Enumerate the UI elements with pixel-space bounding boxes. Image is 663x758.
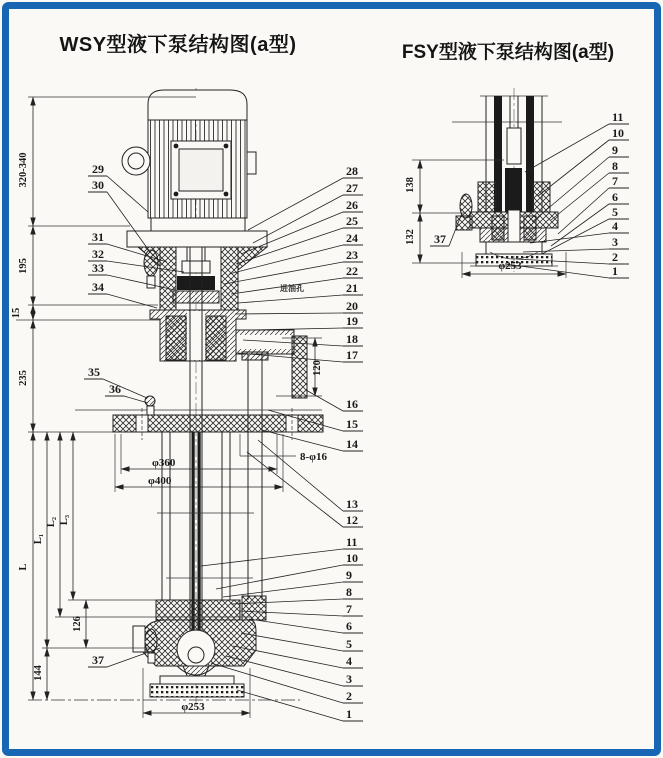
callout-24: 24 [346, 231, 358, 245]
callout-6: 6 [346, 619, 352, 633]
callout-19: 19 [346, 314, 358, 328]
dim-label-15: 15 [11, 307, 22, 319]
dim-label-L₂: L₂ [46, 516, 57, 528]
leader-line-19 [250, 328, 343, 330]
callout-32: 32 [92, 247, 104, 261]
callout-1: 1 [346, 707, 352, 721]
callout-34: 34 [92, 280, 104, 294]
callout-33: 33 [92, 261, 104, 275]
callout-29: 29 [92, 162, 104, 176]
callout-7: 7 [612, 174, 618, 188]
note-进油孔: 进油孔 [280, 284, 304, 293]
callout-10: 10 [612, 126, 624, 140]
leader-line-3 [226, 656, 343, 686]
title-fsy: FSY型液下泵结构图(a型) [401, 42, 615, 63]
callout-23: 23 [346, 248, 358, 262]
title-wsy: WSY型液下泵结构图(a型) [59, 34, 297, 56]
note-φ253: φ253 [181, 701, 205, 713]
leader-line-20 [235, 313, 343, 314]
callout-9: 9 [612, 143, 618, 157]
callout-13: 13 [346, 497, 358, 511]
callout-16: 16 [346, 397, 358, 411]
callout-10: 10 [346, 551, 358, 565]
callout-4: 4 [612, 219, 618, 233]
callout-21: 21 [346, 281, 358, 295]
leader-line-14 [262, 430, 343, 451]
base-plate [150, 684, 244, 697]
leader-line-8 [551, 173, 609, 220]
callout-12: 12 [346, 513, 358, 527]
leader-line-6 [249, 619, 343, 633]
fsy-diagram [412, 88, 566, 278]
wsy-seal-housing [150, 310, 246, 361]
callout-18: 18 [346, 332, 358, 346]
packing-right [206, 316, 226, 360]
dim-label-195: 195 [18, 258, 29, 274]
motor-lifting-eye [122, 147, 150, 175]
wsy-motor [122, 90, 267, 247]
callout-36: 36 [109, 382, 121, 396]
callout-6: 6 [612, 190, 618, 204]
callout-14: 14 [346, 437, 358, 451]
callout-8: 8 [612, 159, 618, 173]
leader-line-6 [551, 204, 609, 246]
note-φ253: φ253 [498, 260, 522, 272]
callout-7: 7 [346, 602, 352, 616]
callout-27: 27 [346, 181, 358, 195]
callout-20: 20 [346, 299, 358, 313]
callout-26: 26 [346, 198, 358, 212]
callout-9: 9 [346, 568, 352, 582]
bearing [177, 276, 215, 290]
callout-37: 37 [434, 232, 446, 246]
callout-3: 3 [346, 672, 352, 686]
leader-line-28 [248, 178, 343, 230]
leader-line-10 [216, 565, 343, 589]
leader-line-7 [558, 188, 609, 234]
note-8-φ16: 8-φ16 [300, 451, 328, 463]
wsy-discharge-outlet [236, 330, 307, 600]
fsy-casing [486, 242, 542, 254]
leader-line-10 [538, 140, 609, 196]
callout-8: 8 [346, 585, 352, 599]
dim-label-L₁: L₁ [33, 533, 44, 545]
motor-base [151, 218, 245, 231]
callout-2: 2 [612, 250, 618, 264]
callout-25: 25 [346, 214, 358, 228]
dim-label-144: 144 [33, 665, 44, 681]
leader-line-29 [107, 176, 148, 212]
dim-label-L: L [18, 563, 29, 571]
callout-17: 17 [346, 348, 358, 362]
dim-label-126: 126 [72, 616, 83, 632]
callout-5: 5 [612, 205, 618, 219]
note-φ360: φ360 [152, 457, 176, 469]
leader-line-11 [525, 124, 609, 172]
callout-4: 4 [346, 654, 352, 668]
callout-2: 2 [346, 689, 352, 703]
leader-line-1 [237, 690, 343, 721]
callout-35: 35 [88, 365, 100, 379]
callout-31: 31 [92, 230, 104, 244]
leader-line-21 [238, 295, 343, 303]
dim-label-138: 138 [405, 177, 416, 193]
leader-line-34 [107, 294, 157, 308]
dim-label-L₃: L₃ [59, 514, 70, 526]
callout-5: 5 [346, 637, 352, 651]
fsy-shaft-top [507, 128, 521, 164]
note-φ400: φ400 [148, 475, 172, 487]
dim-label-320-340: 320-340 [18, 152, 29, 188]
leader-line-12 [247, 452, 343, 527]
callout-3: 3 [612, 235, 618, 249]
dim-label-235: 235 [18, 370, 29, 386]
callout-37: 37 [92, 653, 104, 667]
callout-22: 22 [346, 264, 358, 278]
callout-15: 15 [346, 417, 358, 431]
callout-1: 1 [612, 264, 618, 278]
dim-label-132: 132 [405, 229, 416, 245]
callout-28: 28 [346, 164, 358, 178]
leader-line-16 [306, 390, 343, 411]
callout-11: 11 [346, 535, 358, 549]
callout-11: 11 [612, 110, 624, 124]
motor-stool-plate [127, 231, 267, 247]
motor-terminal-box [247, 152, 256, 174]
dim-label-120: 120 [312, 360, 323, 376]
packing-left [166, 316, 186, 360]
discharge-flange [292, 336, 307, 398]
callout-30: 30 [92, 178, 104, 192]
eye-bolt-upper [144, 250, 158, 276]
